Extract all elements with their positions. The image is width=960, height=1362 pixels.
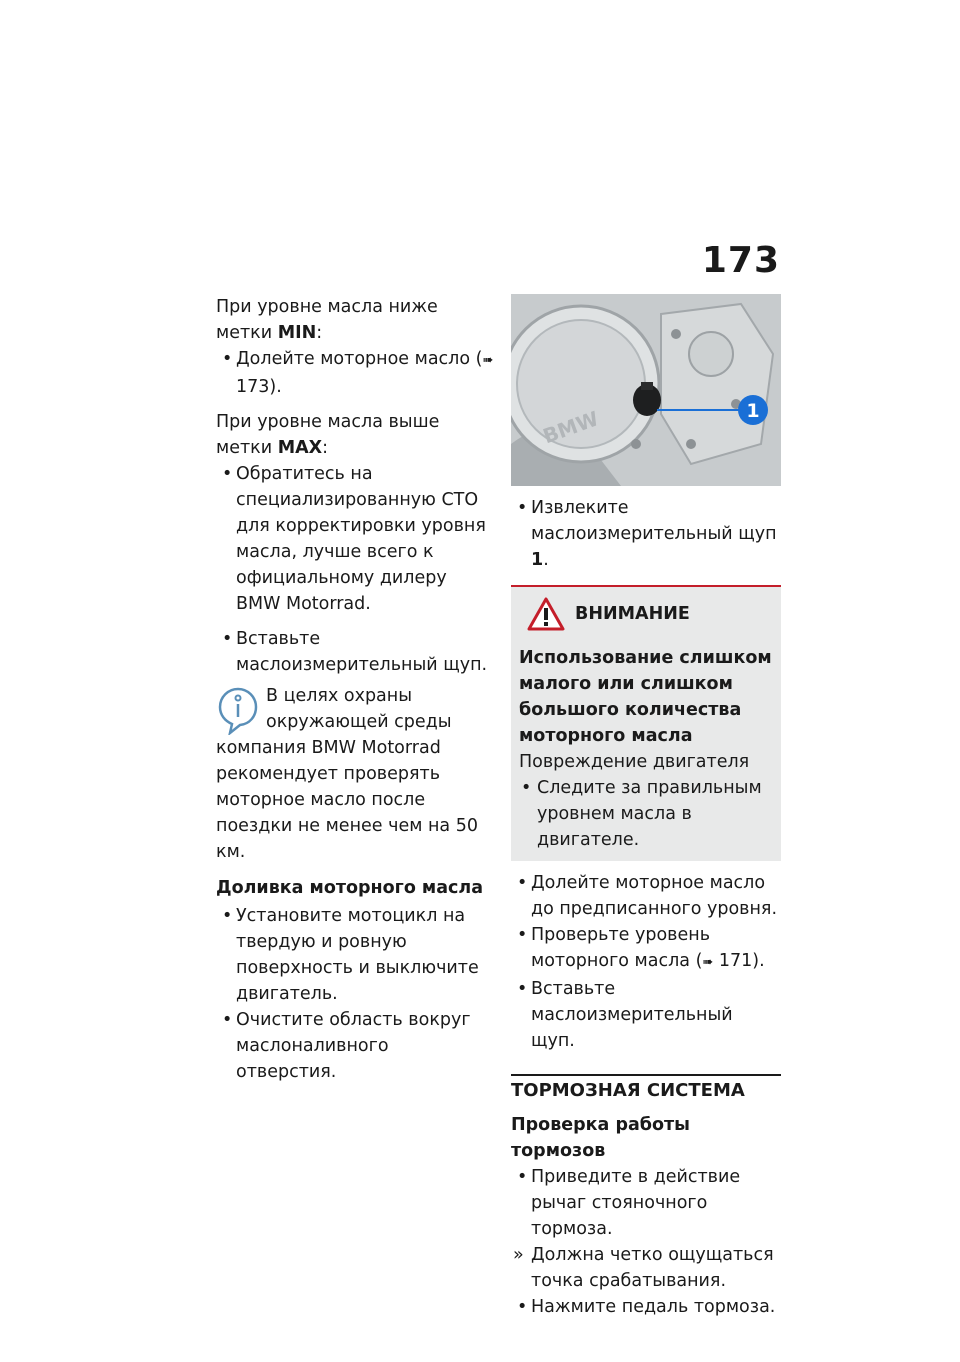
engine-illustration [511, 294, 781, 486]
warning-header [519, 597, 773, 631]
callout-number: 1 [746, 400, 760, 422]
bmw-logo-text: BMW [539, 406, 602, 449]
page-ref-arrow-icon: ➠ [482, 353, 494, 368]
bullet-contact-service: • Обратитесь на специализированную СТО для корректировки уровня масла, лучше всего к официальному дилеру BMW Motorrad. [216, 461, 494, 617]
right-column [511, 294, 781, 1320]
warning-action: • Следите за правильным уровнем масла в двигателе. [519, 775, 773, 853]
warning-triangle-icon [527, 597, 565, 631]
bullet-brake-pedal: • Нажмите педаль тормоза. [511, 1294, 781, 1320]
bullet-insert-dipstick-2: • Вставьте маслоизмерительный щуп. [511, 976, 781, 1054]
page-ref-link[interactable]: 173). [236, 377, 282, 397]
min-condition: При уровне масла ниже метки MIN: [216, 297, 438, 343]
max-label: MAX [277, 438, 323, 458]
warning-subtitle: Использование слишком малого или слишком большого количества моторного масла [519, 648, 772, 746]
bullet-insert-dipstick: • Вставьте маслоизмерительный щуп. [216, 626, 494, 678]
info-icon [216, 683, 260, 735]
bullet-clean-area: • Очистите область вокруг маслоналивного отверстия. [216, 1007, 494, 1085]
min-label: MIN [277, 323, 317, 343]
max-condition: При уровне масла выше метки MAX: [216, 412, 440, 458]
page-ref-link[interactable]: 171). [718, 951, 765, 971]
engine-photo [511, 294, 781, 486]
left-column [216, 294, 494, 1085]
bullet-remove-dipstick: • Извлеките маслоизмерительный щуп 1. [511, 495, 781, 573]
warning-consequence: Повреждение двигателя [519, 752, 750, 772]
bullet-top-up: • Долейте моторное масло (➠ 173). [216, 346, 494, 400]
warning-box [511, 585, 781, 861]
heading-oil-top-up: Доливка моторного масла [216, 878, 484, 898]
bullet-add-oil: • Долейте моторное масло до предписанного уровня. [511, 870, 781, 922]
section-title-brakes: ТОРМОЗНАЯ СИСТЕМА [511, 1074, 781, 1104]
subsection-title-brake-check: Проверка работы тормозов [511, 1115, 690, 1161]
bullet-parking-brake: • Приведите в действие рычаг стояночного тормоза. [511, 1164, 781, 1242]
page-ref-arrow-icon: ➠ [702, 955, 714, 970]
info-note [216, 683, 494, 865]
bullet-check-level: • Проверьте уровень моторного масла (➠ 171). [511, 922, 781, 976]
warning-title: ВНИМАНИЕ [575, 604, 690, 624]
bullet-stand-motorcycle: • Установите мотоцикл на твердую и ровную поверхность и выключите двигатель. [216, 903, 494, 1007]
page-number: 173 [701, 240, 780, 281]
result-pressure-point: » Должна четко ощущаться точка срабатывания. [511, 1242, 781, 1294]
info-text: В целях охраны окружающей среды компания BMW Motorrad рекомендует проверять моторное масло после поездки не менее чем на 50 км. [216, 686, 478, 862]
